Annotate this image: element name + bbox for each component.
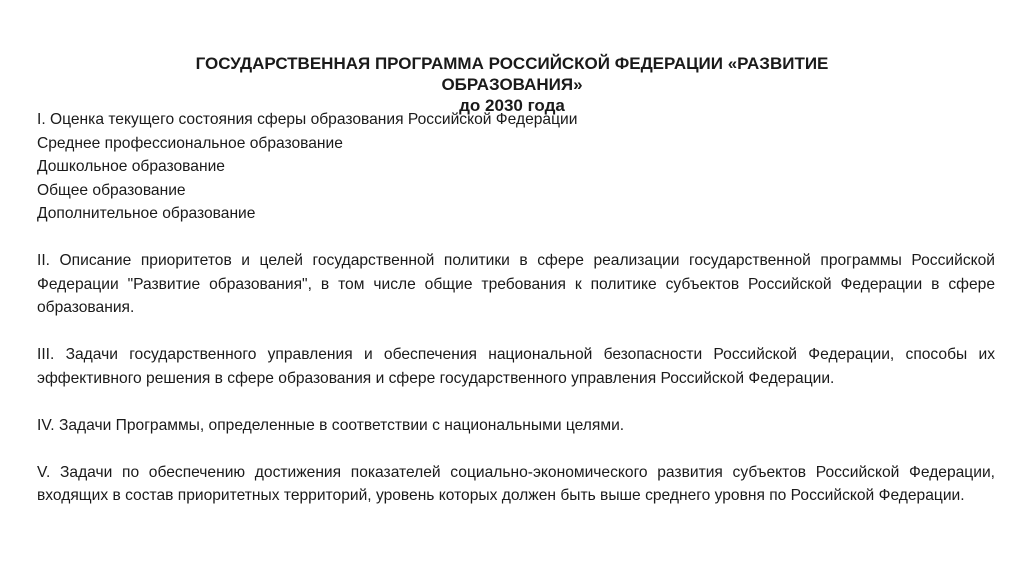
- document-body: [37, 108, 995, 508]
- list-item: Среднее профессиональное образование: [37, 134, 343, 152]
- section-4: IV. Задачи Программы, определенные в соответствии с национальными целями.: [37, 416, 625, 434]
- title-line-3: до 2030 года: [459, 96, 565, 115]
- section-1: [37, 108, 995, 226]
- section-3: III. Задачи государственного управления и обеспечения национальной безопасности Российской Федерации, способы их эффективного решения в сфере образования и сфере государственного управления Российской Федерации.: [37, 346, 995, 387]
- section-2: II. Описание приоритетов и целей государственной политики в сфере реализации государственной программы Российской Федерации "Развитие образования", в том числе общие требования к политике субъектов Российской Федерации в сфере образования.: [37, 252, 995, 316]
- list-item: Дошкольное образование: [37, 158, 225, 175]
- title-line-1: ГОСУДАРСТВЕННАЯ ПРОГРАММА РОССИЙСКОЙ ФЕДЕРАЦИИ «РАЗВИТИЕ: [195, 54, 829, 73]
- section-1-heading: I. Оценка текущего состояния сферы образования Российской Федерации: [37, 111, 578, 128]
- title-line-2: ОБРАЗОВАНИЯ»: [441, 75, 583, 94]
- list-item: Общее образование: [37, 181, 186, 199]
- list-item: Дополнительное образование: [37, 205, 256, 222]
- section-5: V. Задачи по обеспечению достижения показателей социально-экономического развития субъектов Российской Федерации, входящих в состав приоритетных территорий, уровень которых должен быть выше среднего уровня по Российской Федерации.: [37, 463, 995, 504]
- page-title: [110, 53, 914, 116]
